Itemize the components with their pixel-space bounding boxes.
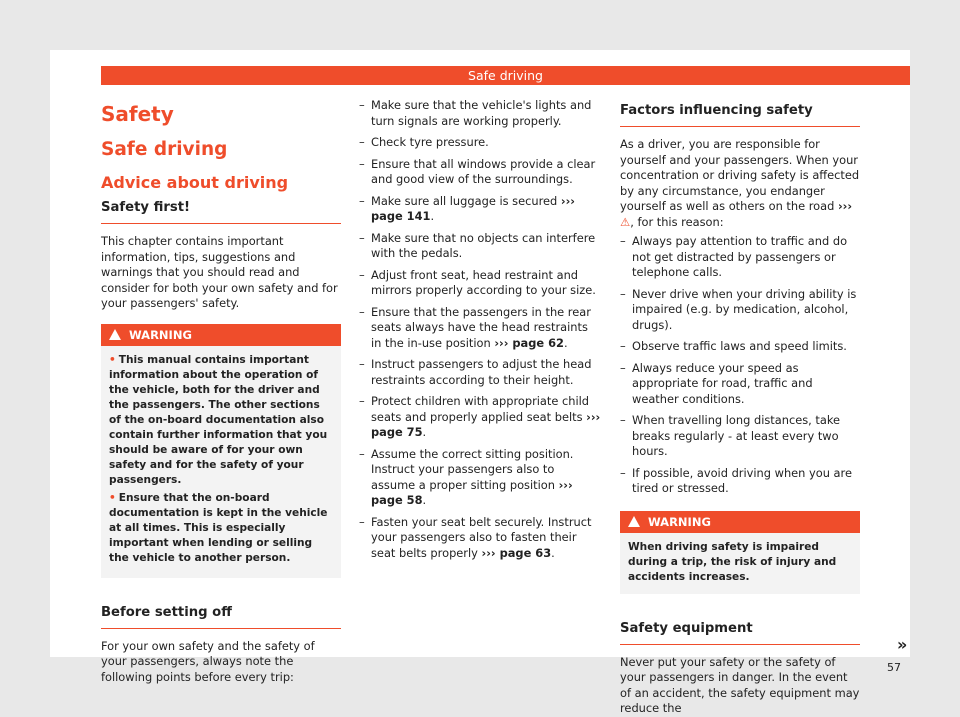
checklist-item <box>359 231 601 262</box>
checklist-item-tail: . <box>430 209 435 223</box>
factors-list-item: – When travelling long distances, take breaks regularly - at least every two hours. <box>620 413 860 460</box>
factors-list-item: – Always pay attention to traffic and do not get distracted by passengers or telephone calls. <box>620 234 860 281</box>
equipment-paragraph: Never put your safety or the safety of your passengers in danger. In the event of an accident, the safety equipment may reduce the <box>620 654 860 715</box>
intro-paragraph: This chapter contains important information, tips, suggestions and warnings that you should read and consider for both your own safety and for your passengers' safety. <box>101 234 338 310</box>
warning-ref-icon: ⚠ <box>620 214 631 229</box>
heading-safety-equipment <box>620 620 860 645</box>
heading-safety: Safety <box>101 102 174 126</box>
bullet-icon: • <box>109 353 116 366</box>
checklist-item <box>359 357 601 388</box>
checklist-item-text: Make sure all luggage is secured <box>371 193 558 208</box>
heading-factors-text: Factors influencing safety <box>620 103 813 118</box>
column-middle <box>359 98 601 567</box>
checklist-item-tail: . <box>563 335 568 350</box>
warning-body <box>101 346 341 578</box>
checklist-item <box>359 447 601 509</box>
page-ref-link[interactable]: ››› page 58 <box>371 477 573 507</box>
checklist-item-tail: . <box>422 493 427 507</box>
warning-header <box>620 511 860 533</box>
checklist-item-text: Fasten your seat belt securely. Instruct your passengers also to fasten their seat belts properly <box>371 514 592 560</box>
checklist-item-text: Make sure that the vehicle's lights and turn signals are working properly. <box>371 98 592 128</box>
document-page <box>50 50 910 715</box>
warning-box-2 <box>620 511 860 594</box>
factors-intro <box>620 137 860 230</box>
checklist-item-tail: . <box>551 545 555 560</box>
warning-item <box>109 491 333 566</box>
factors-list <box>620 234 860 497</box>
heading-safety-first <box>101 199 341 224</box>
checklist-item-text: Adjust front seat, head restraint and mirrors properly according to your size. <box>371 267 596 297</box>
checklist-item <box>359 305 601 352</box>
factors-list-item: – Always reduce your speed as appropriate for road, traffic and weather conditions. <box>620 361 860 408</box>
checklist-item-text: Check tyre pressure. <box>371 135 489 149</box>
heading-safety-equipment-text: Safety equipment <box>620 620 753 636</box>
heading-advice: Advice about driving <box>101 173 289 192</box>
heading-before-setting-off-text: Before setting off <box>101 604 232 620</box>
factors-list-item: – Observe traffic laws and speed limits. <box>620 339 860 355</box>
checklist <box>359 98 601 561</box>
page-number: 57 <box>887 661 901 674</box>
warning-box <box>101 324 341 578</box>
heading-before-setting-off <box>101 604 341 629</box>
warning-icon <box>109 329 121 340</box>
page-header: Safe driving <box>101 66 910 85</box>
warning-label: WARNING <box>648 514 711 529</box>
warning-item <box>109 353 333 488</box>
checklist-item <box>359 194 601 225</box>
checklist-item <box>359 135 601 151</box>
checklist-item <box>359 157 601 188</box>
warning-label: WARNING <box>129 327 192 342</box>
checklist-item-text: Protect children with appropriate child seats and properly applied seat belts <box>371 394 590 424</box>
checklist-item <box>359 515 601 562</box>
warning-body: When driving safety is impaired during a trip, the risk of injury and accidents increases. <box>628 540 837 583</box>
factors-intro-text: As a driver, you are responsible for yourself and your passengers. When your concentration or driving safety is affected by any circumstance, you endanger yourself as well as others on the road <box>620 137 860 213</box>
checklist-item-text: Ensure that all windows provide a clear and good view of the surroundings. <box>371 156 596 186</box>
checklist-item <box>359 394 601 441</box>
factors-list-item: – If possible, avoid driving when you are tired or stressed. <box>620 466 860 497</box>
page-ref-link[interactable]: ››› page 141 <box>371 193 575 223</box>
checklist-item <box>359 98 601 129</box>
before-paragraph: For your own safety and the safety of your passengers, always note the following points before every trip: <box>101 638 315 684</box>
bullet-icon: • <box>109 491 116 504</box>
heading-safe-driving: Safe driving <box>101 139 228 160</box>
cross-ref-link[interactable]: ››› <box>837 199 853 213</box>
warning-icon <box>628 516 640 527</box>
factors-list-item: – Never drive when your driving ability is impaired (e.g. by medication, alcohol, drugs). <box>620 287 860 334</box>
warning-header <box>101 324 341 346</box>
heading-factors <box>620 102 860 127</box>
checklist-item <box>359 268 601 299</box>
page-ref-link[interactable]: ››› page 63 <box>481 545 552 560</box>
warning-item-text: Ensure that the on-board documentation is kept in the vehicle at all times. This is especially important when lending or selling the vehicle to another person. <box>109 491 328 564</box>
heading-safety-first-text: Safety first! <box>101 200 191 215</box>
factors-intro-tail: , for this reason: <box>630 214 724 229</box>
checklist-item-text: Make sure that no objects can interfere with the pedals. <box>371 230 596 260</box>
checklist-item-text: Assume the correct sitting position. Instruct your passengers also to assume a proper sitting position <box>371 446 574 492</box>
page-ref-link[interactable]: ››› page 62 <box>494 335 564 350</box>
warning-item-text: This manual contains important information about the operation of the vehicle, both for the driver and the passengers. The other sections of the on-board documentation also contain further information that you should be aware of for your own safety and for the safety of your passengers. <box>109 353 328 486</box>
checklist-item-tail: . <box>422 425 427 439</box>
page-ref-link[interactable]: ››› page 75 <box>371 409 601 439</box>
continue-icon: » <box>897 635 908 654</box>
column-left <box>101 98 341 685</box>
checklist-item-text: Ensure that the passengers in the rear seats always have the head restraints in the in-use position <box>371 304 591 350</box>
checklist-item-text: Instruct passengers to adjust the head restraints according to their height. <box>371 357 592 387</box>
column-right <box>620 98 860 717</box>
